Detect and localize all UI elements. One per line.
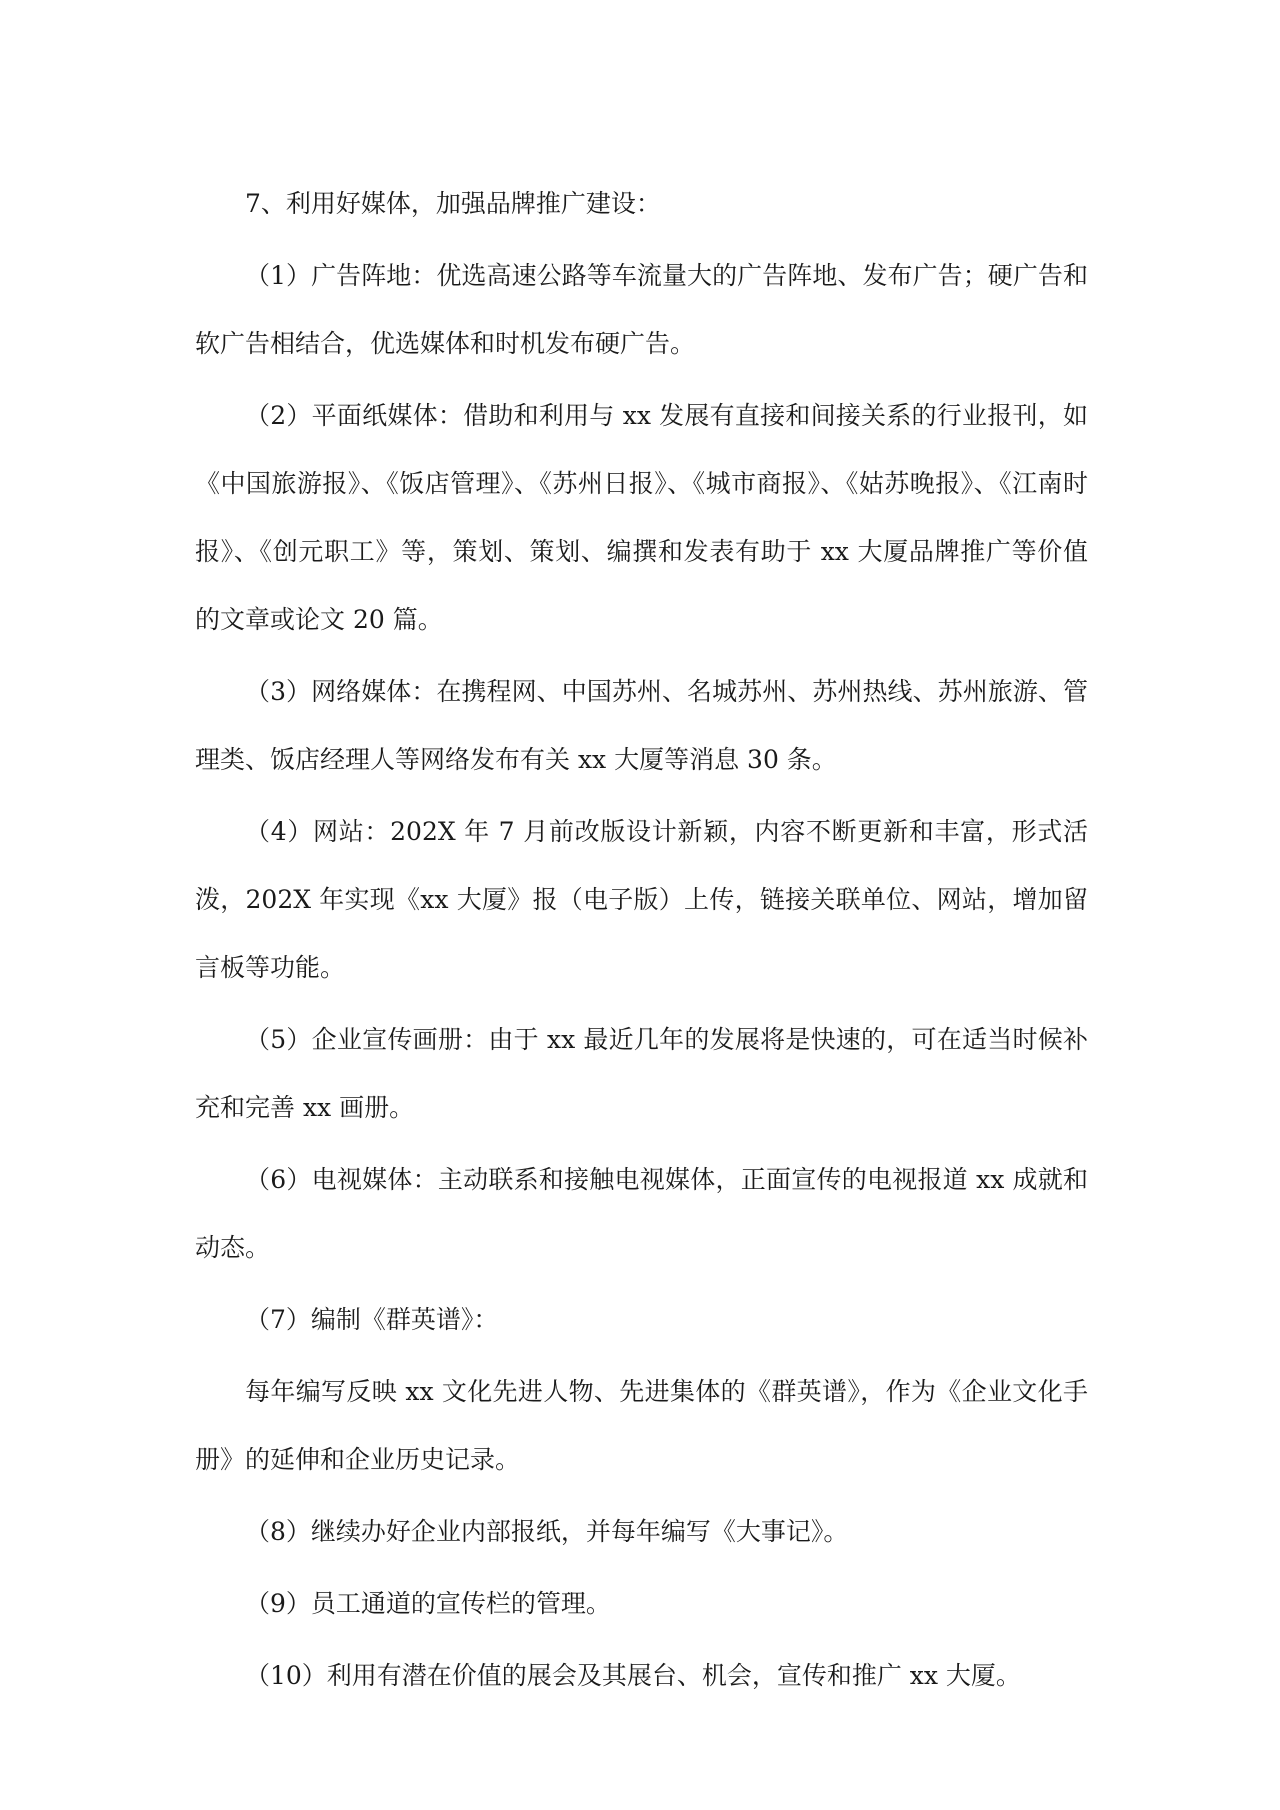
paragraph-heroes-list: （7）编制《群英谱》：	[245, 1305, 499, 1334]
paragraph-bulletin-board: （9）员工通道的宣传栏的管理。	[245, 1589, 611, 1618]
paragraph-internal-newspaper: （8）继续办好企业内部报纸，并每年编写《大事记》。	[245, 1517, 849, 1546]
paragraph-heroes-detail: 每年编写反映 xx 文化先进人物、先进集体的《群英谱》，作为《企业文化手册》的延伸和企业历史记录。	[195, 1377, 1088, 1474]
paragraph-website: （4）网站：202X 年 7 月前改版设计新颖，内容不断更新和丰富，形式活泼，202X 年实现《xx 大厦》报（电子版）上传，链接关联单位、网站，增加留言板等功能。	[195, 817, 1088, 982]
paragraph-exhibitions: （10）利用有潜在价值的展会及其展台、机会，宣传和推广 xx 大厦。	[245, 1661, 1021, 1690]
paragraph-brochure: （5）企业宣传画册：由于 xx 最近几年的发展将是快速的，可在适当时候补充和完善 xx 画册。	[195, 1025, 1088, 1122]
document-body	[195, 170, 1088, 1714]
section-heading: 7、利用好媒体，加强品牌推广建设：	[245, 189, 661, 218]
paragraph-billboard: （1）广告阵地：优选高速公路等车流量大的广告阵地、发布广告；硬广告和软广告相结合，优选媒体和时机发布硬广告。	[195, 261, 1088, 358]
paragraph-tv-media: （6）电视媒体：主动联系和接触电视媒体，正面宣传的电视报道 xx 成就和动态。	[195, 1165, 1088, 1262]
paragraph-online-media: （3）网络媒体：在携程网、中国苏州、名城苏州、苏州热线、苏州旅游、管理类、饭店经理人等网络发布有关 xx 大厦等消息 30 条。	[195, 677, 1088, 774]
paragraph-print-media: （2）平面纸媒体：借助和利用与 xx 发展有直接和间接关系的行业报刊，如《中国旅游报》、《饭店管理》、《苏州日报》、《城市商报》、《姑苏晚报》、《江南时报》、《创元职工》等，策划、策划、编撰和发表有助于 xx 大厦品牌推广等价值的文章或论文 20 篇。	[195, 401, 1088, 634]
